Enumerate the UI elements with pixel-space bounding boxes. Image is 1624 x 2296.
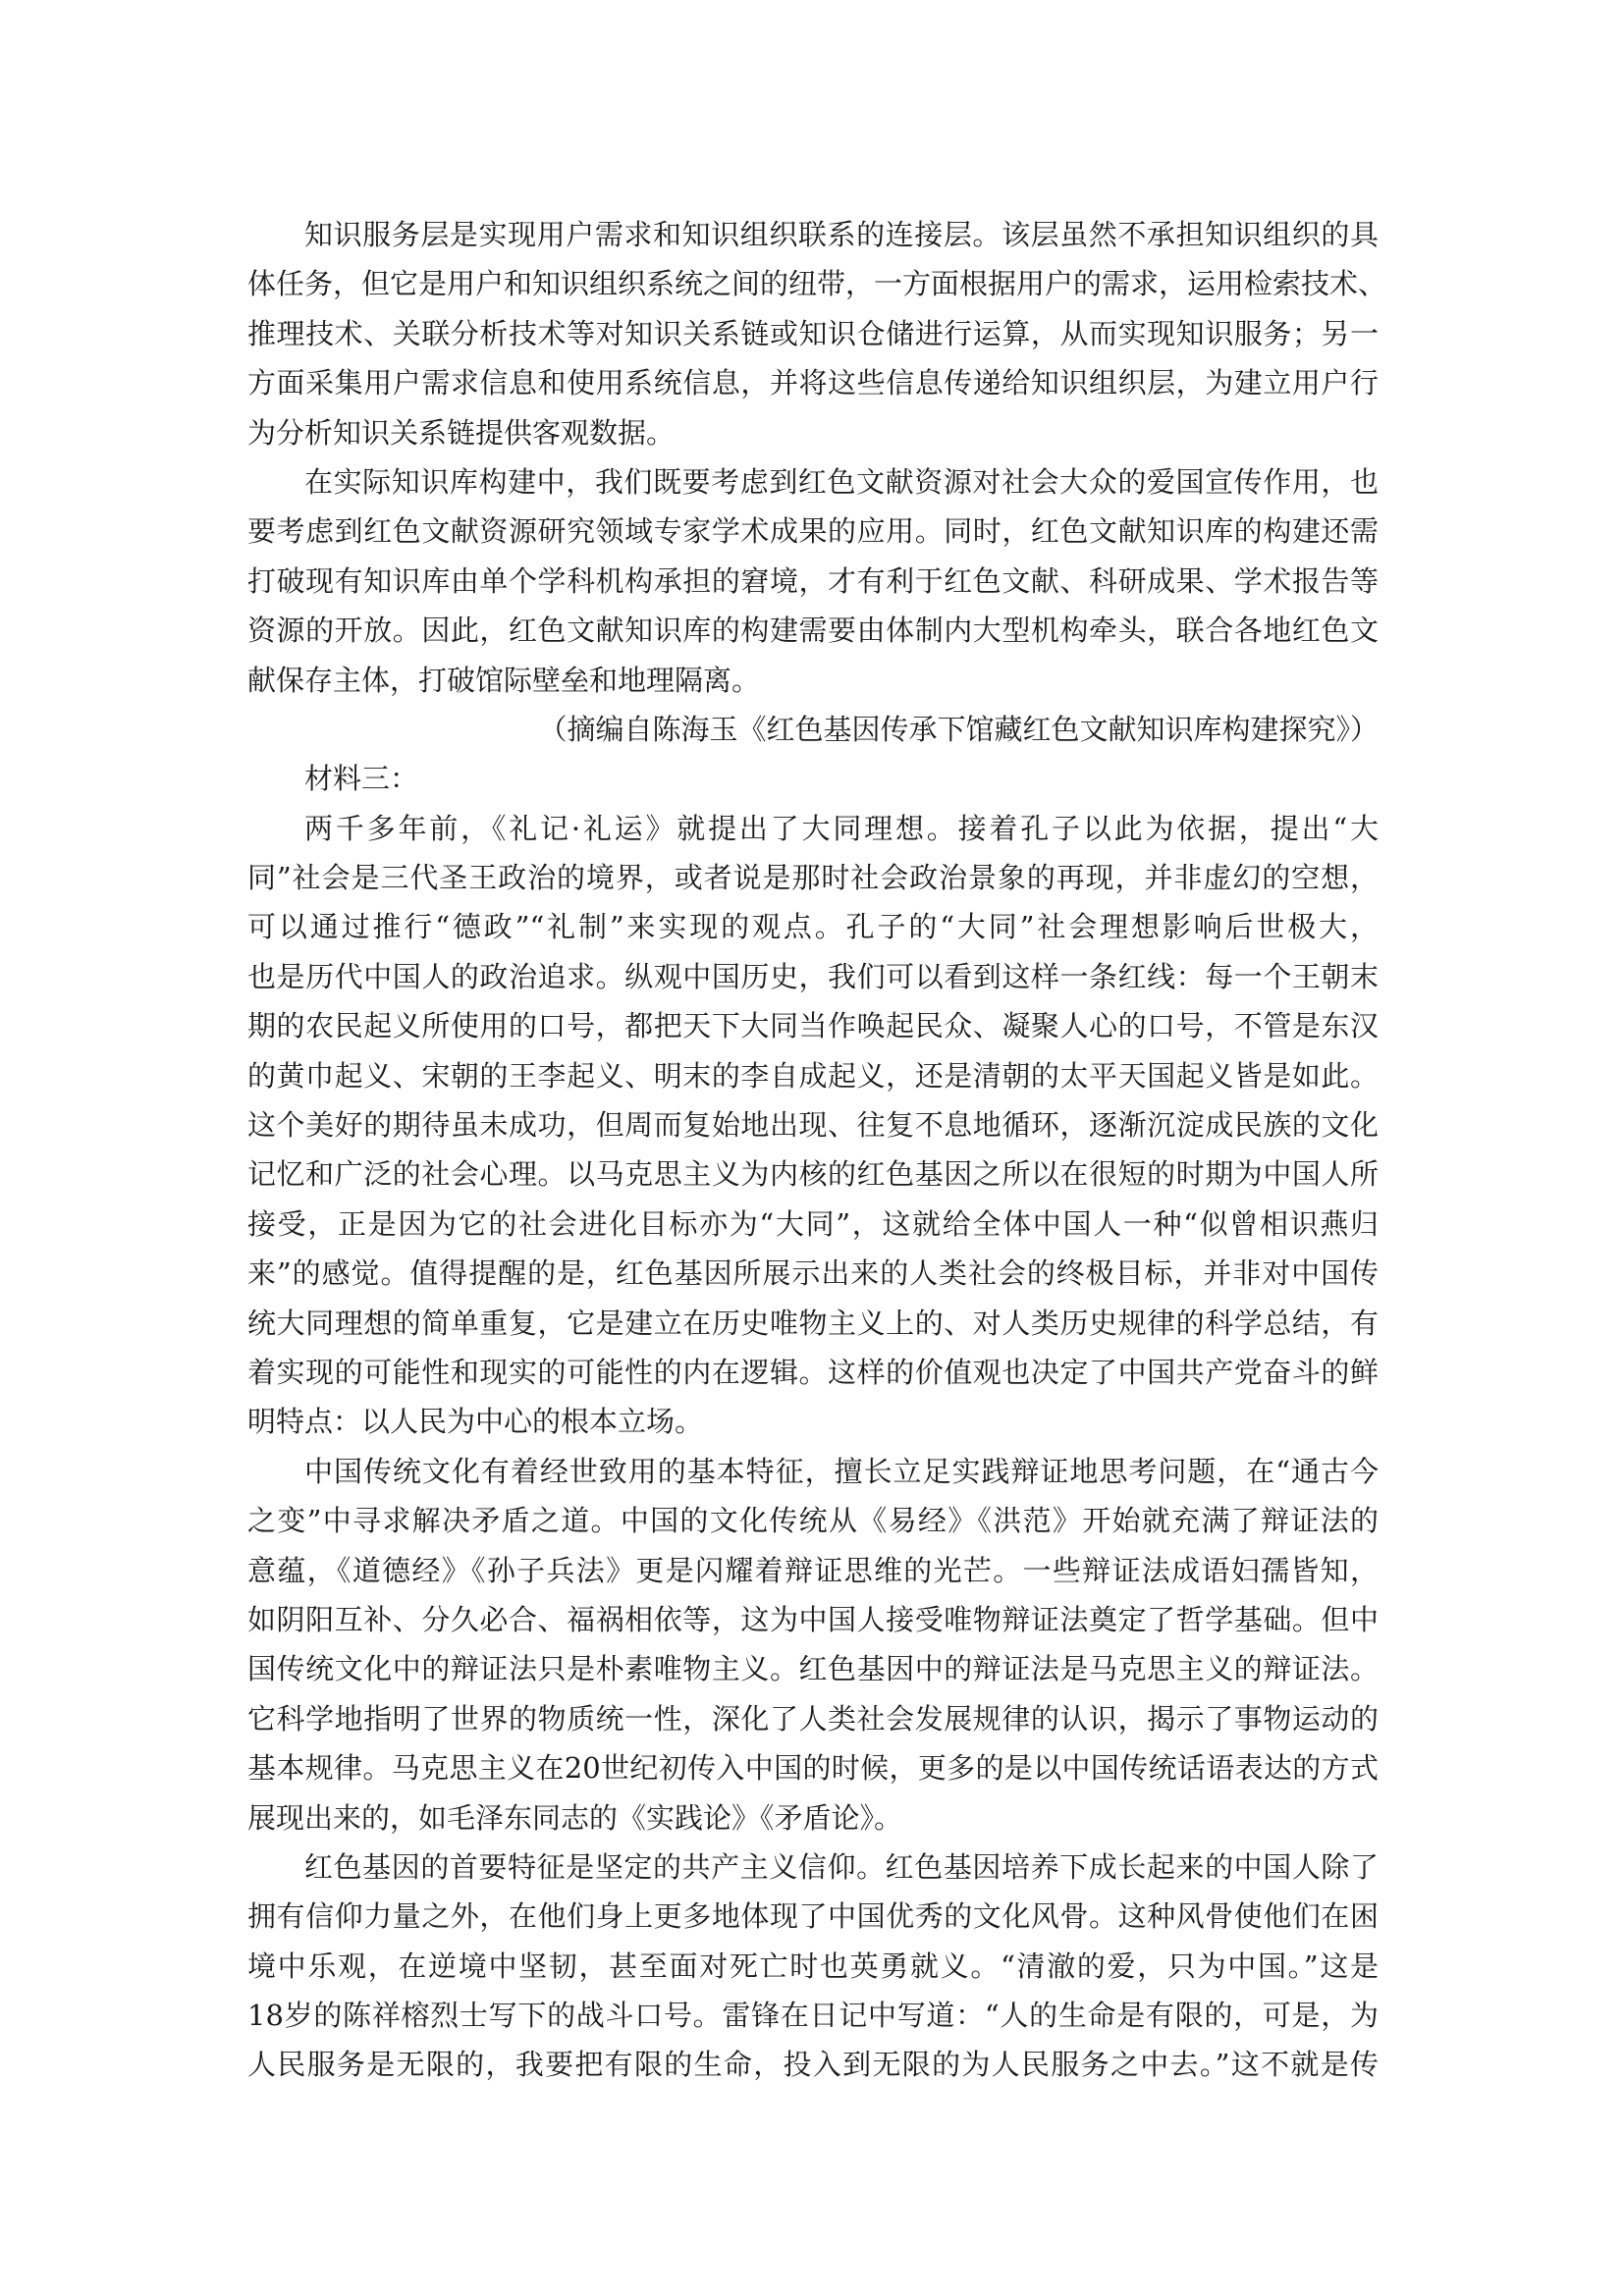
text-line: 人民服务是无限的，我要把有限的生命，投入到无限的为人民服务之中去。”这不就是传 [247,2048,1379,2082]
text-line: 18岁的陈祥榕烈士写下的战斗口号。雷锋在日记中写道：“人的生命是有限的，可是，为 [247,1999,1379,2033]
section-heading [247,754,1379,803]
text-line: 境中乐观，在逆境中坚韧，甚至面对死亡时也英勇就义。“清澈的爱，只为中国。”这是 [247,1949,1379,1983]
text-line: 红色基因的首要特征是坚定的共产主义信仰。红色基因培养下成长起来的中国人除了 [304,1849,1379,1884]
source-citation [247,705,1379,754]
text-line: 来”的感觉。值得提醒的是，红色基因所展示出来的人类社会的终极目标，并非对中国传 [247,1256,1379,1291]
text-line: 推理技术、关联分析技术等对知识关系链或知识仓储进行运算，从而实现知识服务；另一 [247,316,1379,350]
paragraph-knowledge-service-layer [247,210,1387,457]
text-line: 为分析知识关系链提供客观数据。 [247,415,676,450]
text-line: 献保存主体，打破馆际壁垒和地理隔离。 [247,663,761,697]
paragraph-datong-ideal [247,804,1379,1447]
text-line: 也是历代中国人的政治追求。纵观中国历史，我们可以看到这样一条红线：每一个王朝末 [247,959,1379,993]
document-body [247,210,1387,2090]
text-line: 两千多年前，《礼记·礼运》就提出了大同理想。接着孔子以此为依据，提出“大 [304,811,1379,845]
text-line: 拥有信仰力量之外，在他们身上更多地体现了中国优秀的文化风骨。这种风骨使他们在困 [247,1899,1379,1934]
text-line: 要考虑到红色文献资源研究领域专家学术成果的应用。同时，红色文献知识库的构建还需 [247,514,1379,549]
text-line: 知识服务层是实现用户需求和知识组织联系的连接层。该层虽然不承担知识组织的具 [304,218,1379,251]
text-line: 记忆和广泛的社会心理。以马克思主义为内核的红色基因之所以在很短的时期为中国人所 [247,1157,1379,1192]
text-line: 国传统文化中的辩证法只是朴素唯物主义。红色基因中的辩证法是马克思主义的辩证法。 [247,1652,1379,1686]
text-line: 如阴阳互补、分久必合、福祸相依等，这为中国人接受唯物辩证法奠定了哲学基础。但中 [247,1602,1379,1636]
citation-text: （摘编自陈海玉《红色基因传承下馆藏红色文献知识库构建探究》） [538,712,1379,746]
text-line: 方面采集用户需求信息和使用系统信息，并将这些信息传递给知识组织层，为建立用户行 [247,366,1379,400]
text-line: 着实现的可能性和现实的可能性的内在逻辑。这样的价值观也决定了中国共产党奋斗的鲜 [247,1355,1379,1389]
text-line: 在实际知识库构建中，我们既要考虑到红色文献资源对社会大众的爱国宣传作用，也 [304,464,1379,499]
text-line: 资源的开放。因此，红色文献知识库的构建需要由体制内大型机构牵头，联合各地红色文 [247,614,1379,648]
text-line: 展现出来的，如毛泽东同志的《实践论》《矛盾论》。 [247,1800,903,1835]
text-line: 可以通过推行“德政”“礼制”来实现的观点。孔子的“大同”社会理想影响后世极大， [247,910,1379,944]
text-line: 同”社会是三代圣王政治的境界，或者说是那时社会政治景象的再现，并非虚幻的空想， [247,861,1379,895]
text-line: 接受，正是因为它的社会进化目标亦为“大同”，这就给全体中国人一种“似曾相识燕归 [247,1206,1379,1241]
text-line: 打破现有知识库由单个学科机构承担的窘境，才有利于红色文献、科研成果、学术报告等 [247,563,1379,598]
text-line: 统大同理想的简单重复，它是建立在历史唯物主义上的、对人类历史规律的科学总结，有 [247,1306,1379,1340]
paragraph-communist-belief [247,1842,1379,2090]
text-line: 它科学地指明了世界的物质统一性，深化了人类社会发展规律的认识，揭示了事物运动的 [247,1701,1379,1735]
paragraph-dialectics [247,1447,1379,1842]
text-line: 之变”中寻求解决矛盾之道。中国的文化传统从《易经》《洪范》开始就充满了辩证法的 [247,1504,1379,1538]
text-line: 中国传统文化有着经世致用的基本特征，擅长立足实践辩证地思考问题，在“通古今 [304,1454,1379,1488]
text-line: 期的农民起义所使用的口号，都把天下大同当作唤起民众、凝聚人心的口号，不管是东汉 [247,1009,1379,1043]
text-line: 明特点：以人民为中心的根本立场。 [247,1405,704,1439]
text-line: 基本规律。马克思主义在20世纪初传入中国的时候，更多的是以中国传统话语表达的方式 [247,1751,1379,1786]
paragraph-knowledge-base-construction [247,457,1379,705]
text-line: 这个美好的期待虽未成功，但周而复始地出现、往复不息地循环，逐渐沉淀成民族的文化 [247,1108,1379,1143]
text-line: 的黄巾起义、宋朝的王李起义、明末的李自成起义，还是清朝的太平天国起义皆是如此。 [247,1058,1379,1093]
text-line: 体任务，但它是用户和知识组织系统之间的纽带，一方面根据用户的需求，运用检索技术、 [247,267,1387,301]
text-line: 意蕴，《道德经》《孙子兵法》更是闪耀着辩证思维的光芒。一些辩证法成语妇孺皆知， [247,1553,1379,1587]
material-three-heading: 材料三： [304,762,419,796]
